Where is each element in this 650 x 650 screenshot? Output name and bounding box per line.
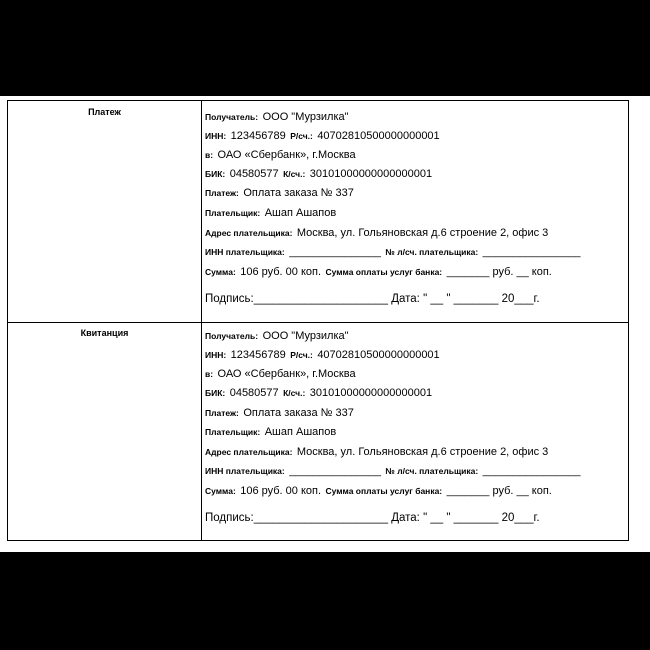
bank-fee-field[interactable]: _______ руб. __ коп. <box>446 485 552 497</box>
payer-inn-field[interactable]: _______________ <box>289 465 381 477</box>
bank-fee-label: Сумма оплаты услуг банка: <box>325 267 443 277</box>
payment-purpose-line <box>205 405 354 420</box>
payer-inn-label: ИНН плательщика: <box>205 247 285 257</box>
payer-value: Ашап Ашапов <box>264 207 337 219</box>
bik-label: БИК: <box>205 169 226 179</box>
payer-label: Плательщик: <box>205 208 261 218</box>
bank-value: ОАО «Сбербанк», г.Москва <box>217 368 356 380</box>
section-title: Платеж <box>88 107 121 117</box>
payer-account-field[interactable]: ________________ <box>482 246 581 258</box>
sum-label: Сумма: <box>205 267 236 277</box>
corr-account-label: К/сч.: <box>283 388 306 398</box>
payer-inn-field[interactable]: _______________ <box>289 246 381 258</box>
account-value: 40702810500000000001 <box>317 130 440 142</box>
sum-line <box>205 483 552 498</box>
sum-value: 106 руб. 00 коп. <box>240 485 322 497</box>
payment-purpose-value: Оплата заказа № 337 <box>243 407 354 419</box>
bik-label: БИК: <box>205 388 226 398</box>
recipient-label: Получатель: <box>205 331 259 341</box>
bank-value: ОАО «Сбербанк», г.Москва <box>217 149 356 161</box>
payer-account-label: № л/сч. плательщика: <box>385 247 479 257</box>
recipient-label: Получатель: <box>205 112 259 122</box>
payment-purpose-label: Платеж: <box>205 188 239 198</box>
inn-value: 123456789 <box>230 349 286 361</box>
payer-address-value: Москва, ул. Гольяновская д.6 строение 2, офис 3 <box>296 446 549 458</box>
bik-line <box>205 166 432 181</box>
bik-value: 04580577 <box>229 168 279 180</box>
bank-line <box>205 147 356 162</box>
corr-account-value: 30101000000000000001 <box>309 387 433 399</box>
payment-purpose-label: Платеж: <box>205 408 239 418</box>
sum-line <box>205 264 552 279</box>
sum-label: Сумма: <box>205 486 236 496</box>
inn-account-line <box>205 347 440 362</box>
corr-account-value: 30101000000000000001 <box>309 168 433 180</box>
inn-label: ИНН: <box>205 350 227 360</box>
payment-form-table <box>7 100 629 541</box>
payment-purpose-value: Оплата заказа № 337 <box>243 187 354 199</box>
payment-section <box>8 101 628 323</box>
inn-account-line <box>205 128 440 143</box>
recipient-value: ООО "Мурзилка" <box>262 111 349 123</box>
payer-account-field[interactable]: ________________ <box>482 465 581 477</box>
recipient-value: ООО "Мурзилка" <box>262 330 349 342</box>
document-page <box>0 96 650 552</box>
corr-account-label: К/сч.: <box>283 169 306 179</box>
bik-line <box>205 385 432 400</box>
account-label: Р/сч.: <box>290 350 313 360</box>
payer-address-line <box>205 225 548 240</box>
payer-address-label: Адрес плательщика: <box>205 447 293 457</box>
section-details-cell <box>205 322 628 541</box>
payer-inn-line <box>205 244 581 259</box>
payer-line <box>205 205 336 220</box>
bik-value: 04580577 <box>229 387 279 399</box>
account-label: Р/сч.: <box>290 131 313 141</box>
bank-label: в: <box>205 369 214 379</box>
payer-address-label: Адрес плательщика: <box>205 228 293 238</box>
payer-inn-line <box>205 463 581 478</box>
payer-label: Плательщик: <box>205 427 261 437</box>
section-label-cell <box>8 322 202 541</box>
bank-line <box>205 366 356 381</box>
payer-value: Ашап Ашапов <box>264 426 337 438</box>
signature-date-line[interactable]: Подпись:_____________________ Дата: " __ " _______ 20___г. <box>205 293 540 305</box>
sum-value: 106 руб. 00 коп. <box>240 266 322 278</box>
bank-fee-field[interactable]: _______ руб. __ коп. <box>446 266 552 278</box>
signature-date-line[interactable]: Подпись:_____________________ Дата: " __ " _______ 20___г. <box>205 512 540 524</box>
recipient-line <box>205 328 349 343</box>
payer-line <box>205 424 336 439</box>
section-label-cell <box>8 101 202 322</box>
bank-fee-label: Сумма оплаты услуг банка: <box>325 486 443 496</box>
payment-purpose-line <box>205 185 354 200</box>
section-details-cell <box>205 101 628 322</box>
bank-label: в: <box>205 150 214 160</box>
payer-inn-label: ИНН плательщика: <box>205 466 285 476</box>
recipient-line <box>205 109 349 124</box>
section-title: Квитанция <box>80 328 129 338</box>
payer-account-label: № л/сч. плательщика: <box>385 466 479 476</box>
account-value: 40702810500000000001 <box>317 349 440 361</box>
inn-label: ИНН: <box>205 131 227 141</box>
payer-address-value: Москва, ул. Гольяновская д.6 строение 2, офис 3 <box>296 227 549 239</box>
inn-value: 123456789 <box>230 130 286 142</box>
payer-address-line <box>205 444 548 459</box>
receipt-section <box>8 322 628 541</box>
